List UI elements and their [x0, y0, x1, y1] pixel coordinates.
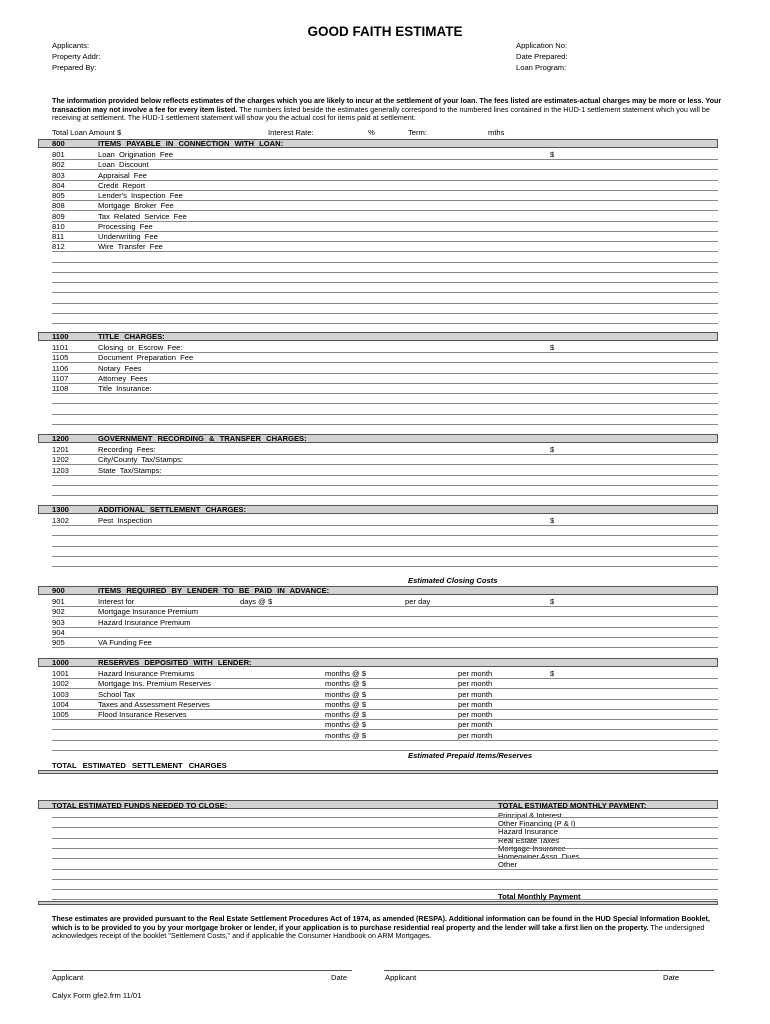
rule-line — [52, 362, 718, 363]
per-month-label: per month — [458, 699, 493, 709]
fee-code: 901 — [52, 597, 65, 606]
monthly-payment-item: Principal & Interest — [498, 811, 562, 820]
fee-label: Credit Report — [98, 180, 146, 190]
blank-line — [52, 313, 718, 314]
blank-line — [52, 414, 718, 415]
fee-label: Loan Discount — [98, 160, 149, 170]
rule-line — [52, 719, 718, 720]
blank-line — [52, 272, 718, 273]
loan-program-label: Loan Program: — [516, 63, 567, 72]
rule-line — [52, 647, 718, 648]
blank-line — [52, 848, 718, 849]
total-settlement-label: TOTAL ESTIMATED SETTLEMENT CHARGES — [52, 761, 227, 770]
intro-paragraph: The information provided below reflects estimates of the charges which you are likely to incur at the settlement of your loan. The fees listed are estimates-actual charges may be more or less. Your transaction may not involve a fee for every item listed. The numbers listed beside the estimates generally correspond to the numbered lines contained in the HUD-1 settlement statement which you will be receiving at settlement. The HUD-1 settlement statement will show you the actual cost for items paid at settlement. — [52, 96, 722, 123]
fee-code: 1105 — [52, 353, 69, 363]
fee-label: Underwriting Fee — [98, 232, 158, 241]
months-at-label: months @ $ — [325, 679, 367, 689]
rule-line — [52, 393, 718, 394]
fee-label: Appraisal Fee — [98, 170, 147, 180]
amount-dollar-sign: $ — [550, 343, 555, 352]
fee-code: 1108 — [52, 384, 69, 393]
application-no-label: Application No: — [516, 41, 568, 50]
fee-code: 1003 — [52, 689, 69, 699]
section-900-title: ITEMS REQUIRED BY LENDER TO BE PAID IN ADVANCE: — [98, 586, 330, 595]
amount-dollar-sign: $ — [550, 150, 555, 159]
fee-label: City/County Tax/Stamps: — [98, 455, 184, 465]
monthly-payment-item: Homeowner Assn. Dues — [498, 852, 580, 861]
blank-line — [52, 535, 718, 536]
rule-line — [52, 251, 718, 252]
section-900-code: 900 — [52, 586, 65, 595]
months-at-label: months @ $ — [325, 730, 367, 740]
monthly-payment-item: Mortgage Insurance — [498, 843, 566, 853]
months-at-label: months @ $ — [325, 669, 367, 678]
fee-label: Attorney Fees — [98, 373, 148, 383]
rule-line — [52, 627, 718, 628]
monthly-payment-item: Other Financing (P & I) — [498, 819, 576, 829]
rule-line — [52, 475, 718, 476]
fee-code: 805 — [52, 191, 65, 200]
fee-code: 810 — [52, 221, 65, 231]
fee-label: Hazard Insurance Premium — [98, 617, 191, 627]
section-1200-title: GOVERNMENT RECORDING & TRANSFER CHARGES: — [98, 434, 307, 443]
fee-code: 801 — [52, 150, 65, 159]
monthly-payment-title: TOTAL ESTIMATED MONTHLY PAYMENT: — [498, 801, 647, 810]
section-1100-code: 1100 — [52, 332, 69, 341]
fee-code: 804 — [52, 180, 65, 190]
blank-line — [52, 403, 718, 404]
fee-label: Wire Transfer Fee — [98, 242, 163, 252]
fee-code: 1106 — [52, 363, 69, 373]
interest-rate-label: Interest Rate: — [268, 128, 314, 137]
fee-code: 1002 — [52, 679, 69, 689]
blank-line — [52, 495, 718, 496]
blank-line — [52, 879, 718, 880]
date-prepared-label: Date Prepared: — [516, 52, 568, 61]
months-at-label: months @ $ — [325, 720, 367, 730]
amount-dollar-sign: $ — [550, 445, 555, 454]
total-settlement-band — [38, 770, 718, 774]
rule-line — [52, 159, 718, 160]
blank-line — [52, 858, 718, 859]
fee-label: Mortgage Ins. Premium Reserves — [98, 679, 212, 689]
applicant-signature-line — [52, 970, 352, 971]
amount-dollar-sign: $ — [550, 516, 555, 525]
applicant-signature-label: Applicant — [52, 973, 84, 982]
months-at-label: months @ $ — [325, 689, 367, 699]
fee-code: 904 — [52, 627, 65, 637]
per-day-label: per day — [405, 597, 431, 606]
fee-label: Lender's Inspection Fee — [98, 191, 183, 200]
blank-line — [52, 546, 718, 547]
fee-label: Flood Insurance Reserves — [98, 710, 187, 719]
fee-label: Closing or Escrow Fee: — [98, 343, 183, 352]
applicants-label: Applicants: — [52, 41, 90, 50]
fee-label: School Tax — [98, 689, 136, 699]
section-1000-title: RESERVES DEPOSITED WITH LENDER: — [98, 658, 252, 667]
funds-needed-label: TOTAL ESTIMATED FUNDS NEEDED TO CLOSE: — [52, 801, 228, 810]
rule-line — [52, 740, 718, 741]
fee-label: Processing Fee — [98, 221, 153, 231]
per-month-label: per month — [458, 669, 493, 678]
fee-code: 903 — [52, 617, 65, 627]
fee-label: VA Funding Fee — [98, 638, 152, 647]
blank-line — [52, 303, 718, 304]
rule-line — [52, 525, 718, 526]
rule-line — [52, 383, 718, 384]
rule-line — [52, 373, 718, 374]
co-applicant-date-label: Date — [663, 973, 680, 982]
fee-label: Hazard Insurance Premiums — [98, 669, 195, 678]
fee-code: 809 — [52, 211, 65, 221]
fee-code: 1101 — [52, 343, 69, 352]
blank-line — [52, 889, 718, 890]
term-label: Term: — [408, 128, 427, 137]
fee-code: 1107 — [52, 373, 69, 383]
blank-line — [52, 292, 718, 293]
total-monthly-payment-band — [38, 901, 718, 905]
respa-disclosure: These estimates are provided pursuant to the Real Estate Settlement Procedures Act of 1974, as amended (RESPA). Additional information can be found in the HUD Special Information Booklet, which is to be provided to you by your mortgage broker or lender, if your application is to purchase residential real property and the lender will take a first lien on the property. The undersigned acknowledges receipt of the booklet "Settlement Costs," and if applicable the Consumer Handbook on ARM Mortgages. — [52, 914, 710, 941]
estimated-prepaid-label: Estimated Prepaid Items/Reserves — [408, 751, 533, 760]
monthly-payment-item: Real Estate Taxes — [498, 835, 560, 845]
fee-label: Pest Inspection — [98, 516, 152, 525]
total-monthly-payment-label: Total Monthly Payment — [498, 892, 581, 901]
blank-line — [52, 424, 718, 425]
per-month-label: per month — [458, 720, 493, 730]
monthly-payment-item: Other — [498, 860, 517, 870]
per-month-label: per month — [458, 710, 493, 719]
prepared-by-label: Prepared By: — [52, 63, 97, 72]
per-month-label: per month — [458, 730, 493, 740]
blank-line — [52, 827, 718, 828]
blank-line — [52, 869, 718, 870]
section-1300-title: ADDITIONAL SETTLEMENT CHARGES: — [98, 505, 247, 514]
mths-label: mths — [488, 128, 505, 137]
amount-dollar-sign: $ — [550, 597, 555, 606]
fee-label: Recording Fees: — [98, 445, 156, 454]
total-loan-amount-label: Total Loan Amount $ — [52, 128, 122, 137]
fee-label: State Tax/Stamps: — [98, 465, 162, 475]
section-800-title: ITEMS PAYABLE IN CONNECTION WITH LOAN: — [98, 139, 284, 148]
fee-code: 811 — [52, 232, 65, 241]
fee-code: 1202 — [52, 455, 69, 465]
fee-code: 1201 — [52, 445, 69, 454]
months-at-label: months @ $ — [325, 699, 367, 709]
blank-line — [52, 566, 718, 567]
fee-label: Mortgage Broker Fee — [98, 201, 174, 211]
blank-line — [52, 750, 718, 751]
section-1200-code: 1200 — [52, 434, 69, 443]
fee-label: Interest for — [98, 597, 135, 606]
percent-sign: % — [368, 128, 375, 137]
form-id: Calyx Form gfe2.frm 11/01 — [52, 991, 142, 1000]
fee-code: 812 — [52, 242, 65, 252]
blank-line — [52, 556, 718, 557]
monthly-payment-item: Hazard Insurance — [498, 827, 558, 837]
fee-code: 1005 — [52, 710, 69, 719]
section-800-code: 800 — [52, 139, 65, 148]
per-month-label: per month — [458, 679, 493, 689]
fee-label: Taxes and Assessment Reserves — [98, 699, 210, 709]
amount-dollar-sign: $ — [550, 669, 555, 678]
rule-line — [52, 688, 718, 689]
fee-code: 1004 — [52, 699, 69, 709]
section-1100-title: TITLE CHARGES: — [98, 332, 165, 341]
section-1000-code: 1000 — [52, 658, 69, 667]
applicant-date-label: Date — [331, 973, 348, 982]
blank-line — [52, 485, 718, 486]
rule-line — [52, 729, 718, 730]
fee-code: 905 — [52, 638, 65, 647]
fee-code: 1302 — [52, 516, 69, 525]
rule-line — [52, 169, 718, 170]
per-month-label: per month — [458, 689, 493, 699]
blank-line — [52, 323, 718, 324]
rule-line — [52, 180, 718, 181]
fee-code: 1203 — [52, 465, 69, 475]
months-at-label: months @ $ — [325, 710, 367, 719]
fee-code: 802 — [52, 160, 65, 170]
page-title: GOOD FAITH ESTIMATE — [307, 24, 463, 39]
fee-label: Document Preparation Fee — [98, 353, 194, 363]
blank-line — [52, 282, 718, 283]
fee-label: Tax Related Service Fee — [98, 211, 187, 221]
days-at-label: days @ $ — [240, 597, 273, 606]
co-applicant-signature-line — [384, 970, 714, 971]
fee-label: Notary Fees — [98, 363, 142, 373]
fee-label: Title Insurance: — [98, 384, 152, 393]
co-applicant-signature-label: Applicant — [385, 973, 417, 982]
fee-code: 803 — [52, 170, 65, 180]
blank-line — [52, 838, 718, 839]
blank-line — [52, 262, 718, 263]
property-addr-label: Property Addr: — [52, 52, 101, 61]
estimated-closing-costs-label: Estimated Closing Costs — [408, 576, 498, 585]
fee-label: Loan Origination Fee — [98, 150, 173, 159]
fee-code: 1001 — [52, 669, 69, 678]
fee-label: Mortgage Insurance Premium — [98, 607, 199, 617]
fee-code: 808 — [52, 201, 65, 211]
section-1300-code: 1300 — [52, 505, 69, 514]
fee-code: 902 — [52, 607, 65, 617]
blank-line — [52, 817, 718, 818]
